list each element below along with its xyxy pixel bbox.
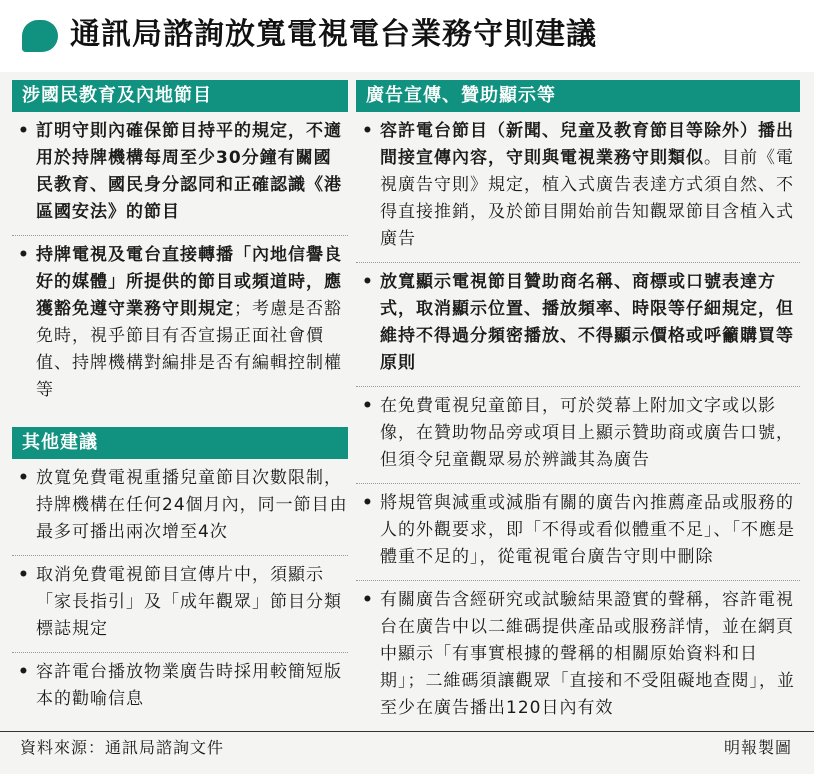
bullet-icon: •: [362, 493, 374, 513]
title-bar: [0, 0, 814, 72]
bullet-icon: •: [362, 396, 374, 416]
list-item: [356, 112, 800, 263]
national-education-list: [12, 112, 348, 413]
list-item: [12, 459, 348, 556]
item-bold-text: 容許電台節目（新聞、兒童及教育節目等除外）播出間接宣傳內容，守則與電視業務守則類似: [380, 121, 794, 168]
section-header-advertising: 廣告宣傳、贊助顯示等: [356, 80, 800, 112]
bullet-icon: •: [362, 272, 374, 292]
bullet-icon: •: [18, 121, 30, 141]
advertising-list: [356, 112, 800, 731]
speech-bubble-icon: [22, 20, 58, 52]
bullet-icon: •: [18, 468, 30, 488]
item-text: 取消免費電視節目宣傳片中，須顯示「家長指引」及「成年觀眾」節目分類標誌規定: [36, 565, 342, 639]
section-header-national-education: 涉國民教育及內地節目: [12, 80, 348, 112]
list-item: [356, 387, 800, 484]
bullet-icon: •: [362, 590, 374, 610]
bullet-icon: •: [18, 565, 30, 585]
other-suggestions-list: [12, 459, 348, 722]
list-item: [356, 581, 800, 731]
item-text: 將規管與減重或減脂有關的廣告內推薦產品或服務的人的外觀要求，即「不得或看似體重不足」、「不應是體重不足的」，從電視電台廣告守則中刪除: [380, 493, 795, 567]
list-item: [356, 484, 800, 581]
left-column: [12, 80, 348, 722]
list-item: [12, 112, 348, 236]
item-text: 有關廣告含經研究或試驗結果證實的聲稱，容許電視台在廣告中以二維碼提供產品或服務詳情，並在網頁中顯示「有事實根據的聲稱的相關原始資料和日期」；二維碼須讓觀眾「直接和不受阻礙地查閱」，並至少在廣告播出120日內有效: [380, 590, 795, 718]
footer-divider: [0, 731, 814, 732]
credit-note: 明報製圖: [723, 738, 792, 757]
item-text: 容許電台播放物業廣告時採用較簡短版本的勸喻信息: [36, 662, 342, 709]
list-item: [356, 263, 800, 387]
item-text: 在免費電視兒童節目，可於熒幕上附加文字或以影像，在贊助物品旁或項目上顯示贊助商或廣告口號，但須令兒童觀眾易於辨識其為廣告: [380, 396, 794, 470]
page-title: 通訊局諮詢放寬電視電台業務守則建議: [70, 17, 597, 52]
item-bold-text: 放寬顯示電視節目贊助商名稱、商標或口號表達方式，取消顯示位置、播放頻率、時限等仔細規定，但維持不得過分頻密播放、不得顯示價格或呼籲購買等原則: [380, 272, 794, 373]
bullet-icon: •: [362, 121, 374, 141]
source-note: 資料來源：通訊局諮詢文件: [20, 738, 225, 757]
bullet-icon: •: [18, 662, 30, 682]
list-item: [12, 236, 348, 413]
item-text: 。目前《電視廣告守則》規定，植入式廣告表達方式須自然、不得直接推銷，及於節目開始前告知觀眾節目含植入式廣告: [380, 148, 794, 249]
section-header-other: 其他建議: [12, 427, 348, 459]
list-item: [12, 556, 348, 653]
bullet-icon: •: [18, 245, 30, 265]
item-text: ；考慮是否豁免時，視乎節目有否宣揚正面社會價值、持牌機構對編排是否有編輯控制權等: [36, 299, 342, 400]
item-bold-text: 訂明守則內確保節目持平的規定，不適用於持牌機構每周至少30分鐘有關國民教育、國民身分認同和正確認識《港區國安法》的節目: [36, 121, 342, 222]
item-bold-text: 持牌電視及電台直接轉播「內地信譽良好的媒體」所提供的節目或頻道時，應獲豁免遵守業務守則規定: [36, 245, 342, 319]
item-text: 放寬免費電視重播兒童節目次數限制，持牌機構在任何24個月內，同一節目由最多可播出兩次增至4次: [36, 468, 348, 542]
right-column: [356, 80, 800, 731]
list-item: [12, 653, 348, 722]
